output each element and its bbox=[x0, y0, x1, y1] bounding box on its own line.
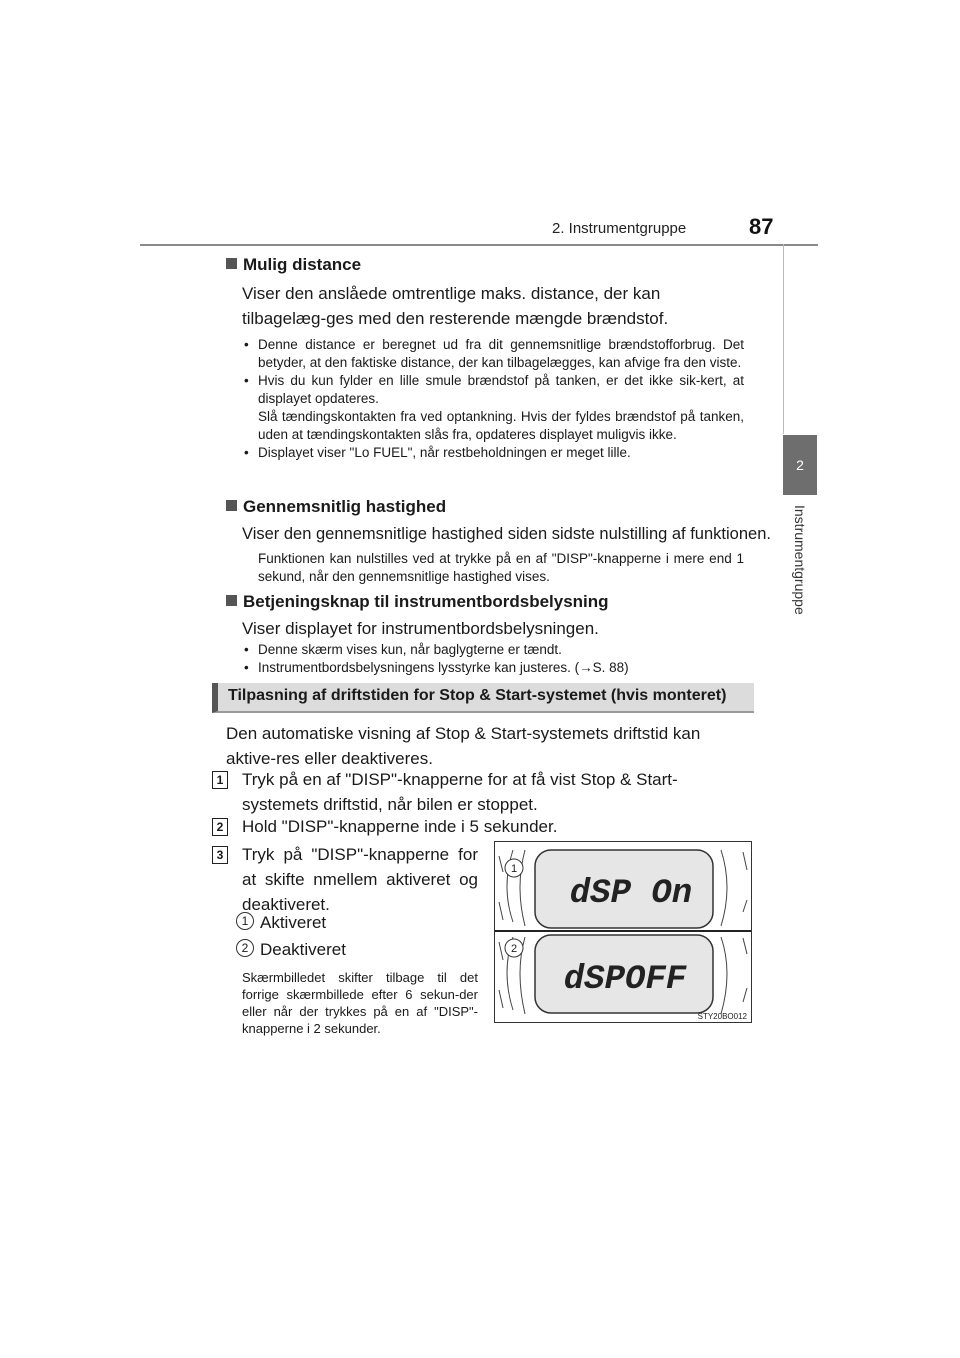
section-banner bbox=[212, 683, 754, 713]
bullet-item: • Hvis du kun fylder en lille smule brændstof på tanken, er det ikke sik-kert, at displayet opdateres. Slå tændingskontakten fra ved optankning. Hvis der fyldes brændstof på tanken, uden at tændingskontakten slås fra, opdateres displayet muligvis ikke. bbox=[242, 372, 744, 444]
display-text-bottom: dSPOFF bbox=[563, 961, 687, 999]
bullet-item: • Instrumentbordsbelysningens lysstyrke kan justeres. (→S. 88) bbox=[242, 659, 744, 677]
chapter-label-text: Instrumentgruppe bbox=[792, 505, 808, 615]
legend-label: Deaktiveret bbox=[260, 940, 346, 959]
gennemsnitlig-desc: Viser den gennemsnitlige hastighed siden sidste nulstilling af funktionen. bbox=[242, 525, 771, 543]
bullet-item: • Denne skærm vises kun, når baglygterne er tændt. bbox=[242, 641, 744, 659]
gennemsnitlig-note: Funktionen kan nulstilles ved at trykke på en af "DISP"-knapperne i mere end 1 sekund, når den gennemsnitlige hastighed vises. bbox=[258, 551, 744, 584]
heading-text: Mulig distance bbox=[243, 255, 362, 274]
chapter-label bbox=[783, 505, 817, 625]
banner-title: Tilpasning af driftstiden for Stop & Start-systemet (hvis monteret) bbox=[228, 687, 727, 704]
heading-text: Gennemsnitlig hastighed bbox=[243, 497, 447, 516]
callout-marker: 1 bbox=[236, 912, 254, 930]
page-number: 87 bbox=[749, 214, 774, 239]
legend-label: Aktiveret bbox=[260, 913, 327, 932]
mulig-distance-bullets bbox=[242, 336, 744, 462]
step3-note: Skærmbilledet skifter tilbage til det forrige skærmbillede efter 6 sekun-der eller når der trykkes på en af "DISP"-knapperne i 2 sekunder. bbox=[242, 970, 478, 1036]
betjening-desc: Viser displayet for instrumentbordsbelysningen. bbox=[242, 619, 599, 638]
step-number: 1 bbox=[212, 771, 228, 789]
square-bullet-icon bbox=[226, 258, 237, 269]
heading-mulig-distance bbox=[226, 255, 361, 275]
heading-betjeningsknap bbox=[226, 592, 609, 612]
square-bullet-icon bbox=[226, 595, 237, 606]
figure-marker-bottom: 2 bbox=[510, 943, 518, 955]
step-text: Tryk på "DISP"-knapperne for at skifte nmellem aktiveret og deaktiveret. bbox=[242, 845, 478, 914]
display-text-top: dSP On bbox=[569, 875, 693, 913]
section-title: 2. Instrumentgruppe bbox=[552, 220, 687, 237]
bullet-item: • Denne distance er beregnet ud fra dit gennemsnitlige brændstofforbrug. Det betyder, at den faktiske distance, der kan tilbagelægges, kan afvige fra den viste. bbox=[242, 336, 744, 372]
bullet-item: • Displayet viser "Lo FUEL", når restbeholdningen er meget lille. bbox=[242, 444, 744, 462]
step-number: 3 bbox=[212, 846, 228, 864]
callout-marker: 2 bbox=[236, 939, 254, 957]
step-text: Tryk på en af "DISP"-knapperne for at få vist Stop & Start-systemets driftstid, når bilen er stoppet. bbox=[242, 770, 678, 814]
instrument-display-illustration bbox=[495, 842, 751, 1022]
step-number: 2 bbox=[212, 818, 228, 836]
chapter-tab: 2 bbox=[783, 435, 817, 495]
header-rule bbox=[140, 244, 818, 246]
figure-marker-top: 1 bbox=[510, 863, 518, 875]
betjening-bullets bbox=[242, 641, 744, 677]
figure-code: STY20BO012 bbox=[697, 1012, 747, 1021]
display-figure bbox=[494, 841, 752, 1023]
step-text: Hold "DISP"-knapperne inde i 5 sekunder. bbox=[242, 817, 558, 836]
square-bullet-icon bbox=[226, 500, 237, 511]
heading-text: Betjeningsknap til instrumentbordsbelysning bbox=[243, 592, 609, 611]
heading-gennemsnitlig-hastighed bbox=[226, 497, 446, 517]
intro-text: Den automatiske visning af Stop & Start-systemets driftstid kan aktive-res eller deaktiveres. bbox=[226, 724, 701, 768]
sidebar-line bbox=[783, 244, 784, 434]
mulig-distance-desc: Viser den anslåede omtrentlige maks. distance, der kan tilbagelæg-ges med den resterende mængde brændstof. bbox=[242, 284, 669, 328]
